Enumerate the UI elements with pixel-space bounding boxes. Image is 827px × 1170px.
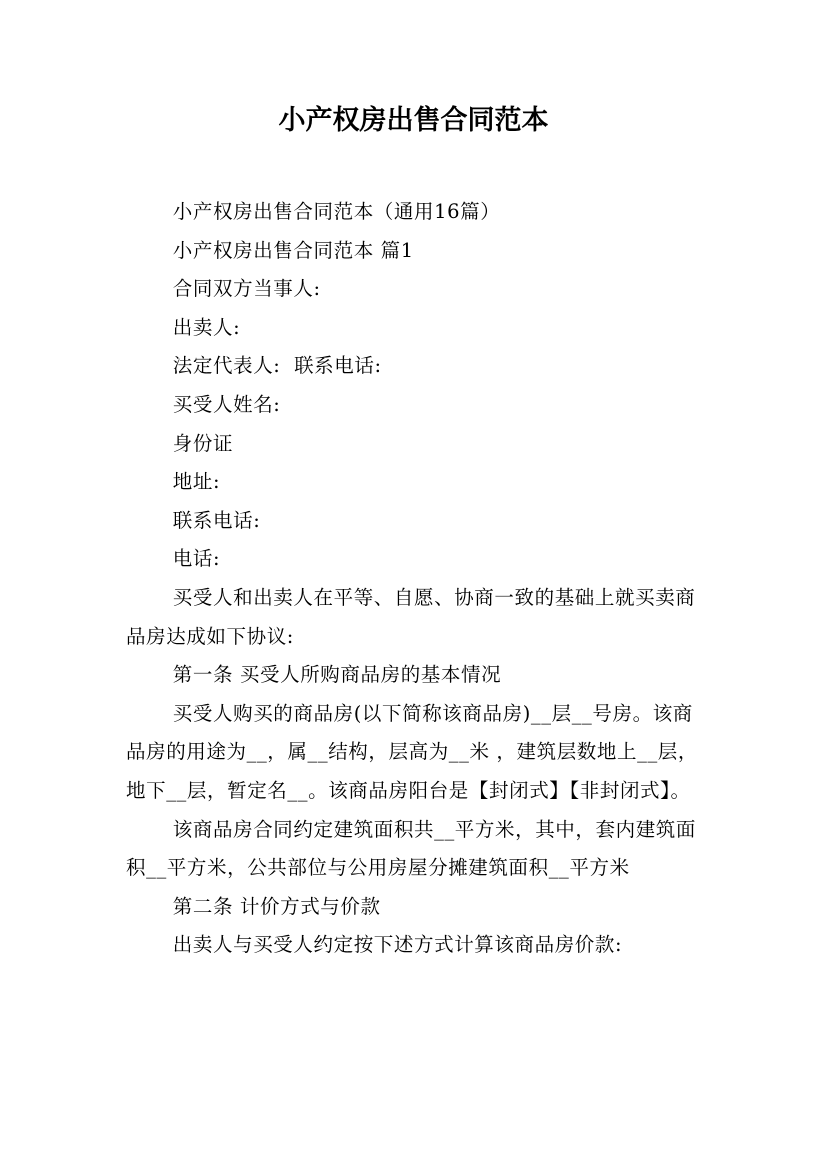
paragraph: 第一条 买受人所购商品房的基本情况 [172, 663, 502, 687]
paragraph: 地址: [172, 470, 221, 494]
paragraph: 第二条 计价方式与价款 [172, 894, 381, 918]
paragraph: 身份证 [172, 431, 234, 455]
paragraph: 小产权房出售合同范本 篇1 [172, 238, 414, 262]
paragraph: 电话: [172, 547, 221, 571]
paragraph: 买受人购买的商品房(以下简称该商品房)__层__号房。该商品房的用途为__，属__结构，层高为__米 ，建筑层数地上__层，地下__层，暂定名__。该商品房阳台是【封闭式】【非封闭式】。 [126, 701, 698, 802]
paragraph: 该商品房合同约定建筑面积共__平方米，其中，套内建筑面积__平方米，公共部位与公用房屋分摊建筑面积__平方米 [126, 817, 696, 880]
document-body [126, 193, 710, 965]
paragraph: 小产权房出售合同范本（通用16篇） [172, 200, 501, 223]
paragraph: 法定代表人: 联系电话: [172, 354, 382, 378]
paragraph: 买受人姓名: [172, 392, 281, 416]
paragraph: 合同双方当事人: [172, 277, 321, 301]
document-title: 小产权房出售合同范本 [278, 105, 549, 136]
paragraph: 出卖人: [172, 315, 241, 339]
paragraph: 出卖人与买受人约定按下述方式计算该商品房价款: [172, 933, 623, 957]
paragraph: 买受人和出卖人在平等、自愿、协商一致的基础上就买卖商品房达成如下协议: [126, 585, 696, 648]
paragraph: 联系电话: [172, 508, 261, 532]
